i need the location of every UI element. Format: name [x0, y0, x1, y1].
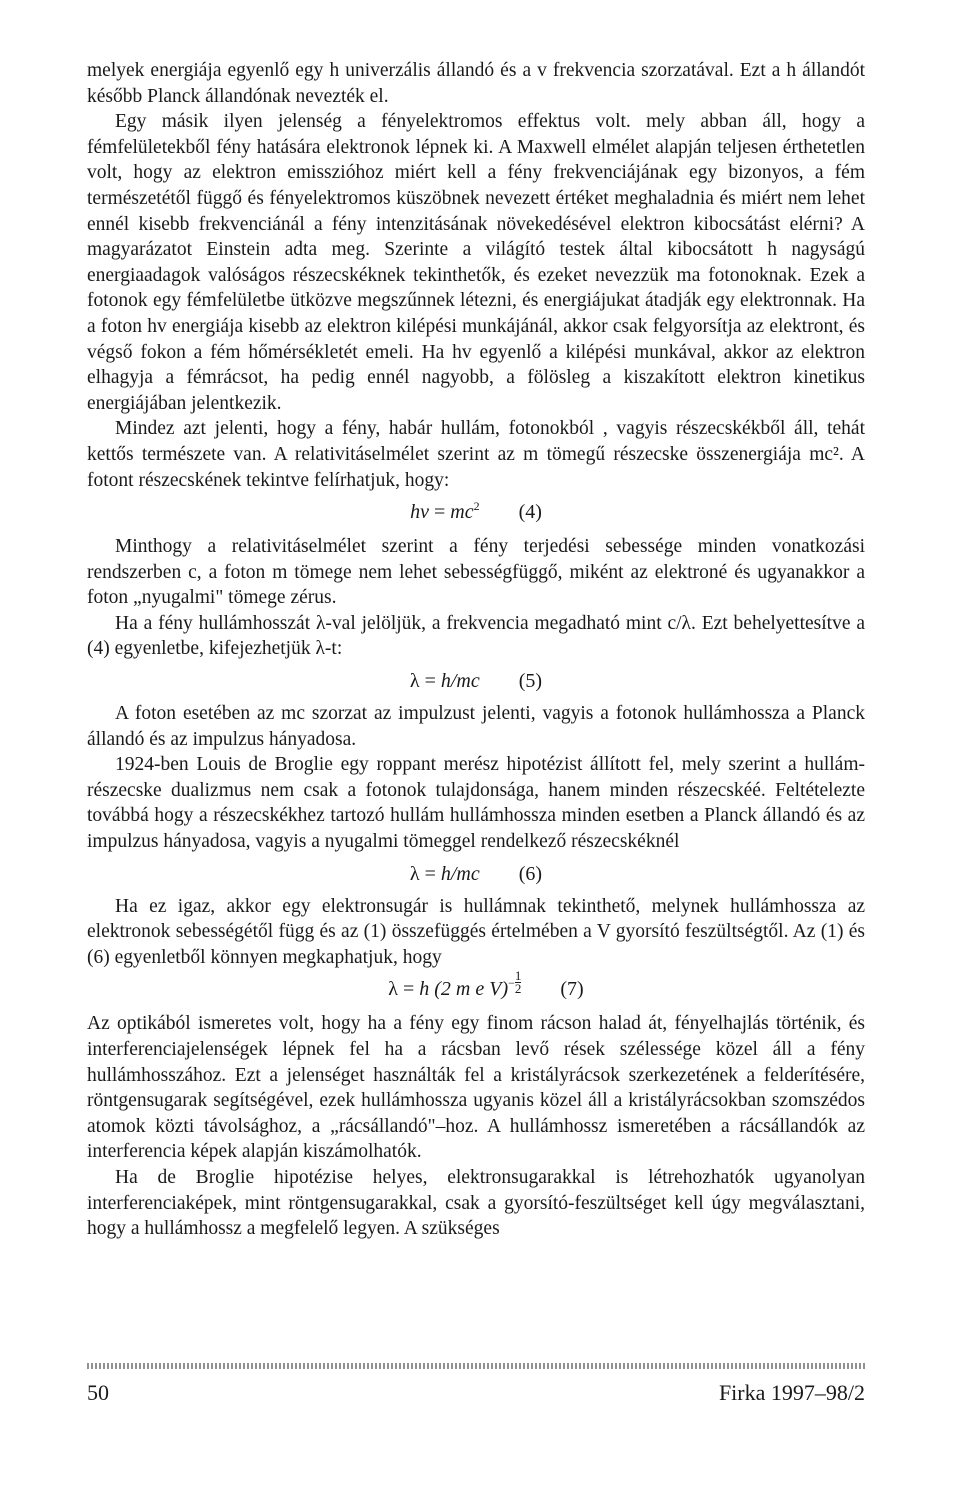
eq4-rhs-exponent: 2	[473, 499, 480, 514]
article-body	[87, 58, 865, 1242]
paragraph: melyek energiája egyenlő egy h univerzális állandó és a v frekvencia szorzatával. Ezt a h állandót később Planck állandónak nevezték el.	[87, 60, 865, 107]
paragraph: Ha ez igaz, akkor egy elektronsugár is hullámnak tekinthető, melynek hullámhossza az elektronok sebességétől függ és az (1) összefüggés értelmében a V gyorsító feszültségtől. Az (1) és (6) egyenletből könnyen megkaphatjuk, hogy	[87, 895, 865, 968]
eq7-op: =	[402, 978, 415, 1001]
equation-4	[87, 499, 865, 528]
eq6-lhs: λ	[409, 862, 420, 885]
paragraph: Ha de Broglie hipotézise helyes, elektronsugarakkal is létrehozhatók ugyanolyan interferenciaképek, mint röntgensugarakkal, csak a gyorsító-feszültséget kell úgy megválasztani, hogy a hullámhossz a megfelelő legyen. A szükséges	[87, 1166, 865, 1240]
eq5-op: =	[424, 670, 436, 693]
paragraph: Ha a fény hullámhosszát λ-val jelöljük, a frekvencia megadható mint c/λ. Ezt behelyettesítve a (4) egyenletbe, kifejezhetjük λ-t:	[87, 612, 865, 660]
equation-6	[87, 861, 865, 888]
eq7-lhs: λ	[388, 978, 398, 1001]
paragraph: A foton esetében az mc szorzat az impulzust jelenti, vagyis a fotonok hullámhossza a Planck állandó és az impulzus hányadosa.	[87, 703, 865, 750]
eq5-rhs: h/mc	[440, 670, 480, 693]
eq6-op: =	[424, 862, 436, 885]
eq7-rhs: h (2 m e V)	[419, 978, 509, 1001]
eq5-lhs: λ	[409, 670, 420, 693]
journal-issue: Firka 1997–98/2	[718, 1380, 865, 1405]
paragraph: 1924-ben Louis de Broglie egy roppant merész hipotézist állított fel, mely szerint a hullám-részecske dualizmus nem csak a fotonok tulajdonsága, hanem minden részecskéé. Feltételezte továbbá hogy a részecskékhez tartozó hullám hullámhossza minden esetben a Planck állandó és az impulzus hányadosa, vagyis a nyugalmi tömeggel rendelkező részecskéknél	[87, 754, 865, 853]
paragraph: Az optikából ismeretes volt, hogy ha a fény egy finom rácson halad át, fényelhajlás történik, és interferenciajelenségek lépnek fel ha a rácsban levő rések szélessége közel áll a fény hullámhosszához. Ezt a jelenséget használták fel a kristályrácsok szerkezetének a felderítésére, röntgensugarak segítségével, ezek hullámhossza ugyanis közel áll a kristályrácsokban szomszédos atomok közti távolsághoz, a „rácsállandó"–hoz. A hullámhossz ismeretében a rácsállandók az interferencia képek alapján kiszámolhatók.	[87, 1013, 865, 1163]
eq7-exp-sign: −	[508, 976, 515, 991]
paragraph: Mindez azt jelenti, hogy a fény, habár hullám, fotonokból , vagyis részecskékből áll, tehát kettős természete van. A relativitáselmélet szerint az m tömegű részecske összenergiája mc². A fotont részecskének tekintve felírhatjuk, hogy:	[87, 418, 865, 491]
paragraph: Egy másik ilyen jelenség a fényelektromos effektus volt. mely abban áll, hogy a fémfelületekből fény hatására elektronok lépnek ki. A Maxwell elmélet alapján teljesen érthetetlen volt, hogy az elektron emisszióhoz miért kell a fény frekvenciájának egy bizonyos, a fém természetétől függő és fényelektromos küszöbnek nevezett értéket meghaladnia és miért nem lehet ennél kisebb frekvenciánál a fény intenzitásának növekedésével elektron kibocsátást elérni? A magyarázatot Einstein adta meg. Szerinte a világító testek által kibocsátott h nagyságú energiaadagok valóságos részecskéknek tekinthetők, és ezeket nevezzük ma fotonoknak. Ezek a fotonok egy fémfelületbe ütközve megszűnnek létezni, és energiájukat átadják egy elektronnak. Ha a foton hv energiája kisebb az elektron kilépési munkájánál, akkor csak felgyorsítja az elektront, és végső fokon a fém hőmérsékletét emeli. Ha hv egyenlő a kilépési munkával, akkor az elektron elhagyja a fémrácsot, ha pedig ennél nagyobb, a fölösleg a kiszakított elektron kinetikus energiájában jelentkezik.	[87, 111, 865, 414]
eq7-exp-denominator: 2	[514, 981, 522, 997]
eq7-exponent-fraction	[515, 970, 522, 995]
eq6-rhs: h/mc	[440, 862, 480, 885]
eq4-label: (4)	[518, 501, 542, 524]
eq7-exp-numerator: 1	[514, 968, 522, 984]
eq4-lhs: hv	[410, 501, 429, 524]
eq7-label: (7)	[560, 978, 584, 1001]
eq4-op: =	[433, 501, 446, 524]
equation-5	[87, 668, 865, 695]
page-number: 50	[87, 1380, 109, 1405]
eq5-label: (5)	[518, 670, 543, 693]
footer-divider	[87, 1363, 865, 1369]
equation-7	[87, 968, 865, 1005]
eq4-rhs: mc	[450, 501, 474, 524]
paragraph: Minthogy a relativitáselmélet szerint a fény terjedési sebessége minden vonatkozási rendszerben c, a foton m tömege nem lehet sebességfüggő, miként az elektroné és ugyanakkor a foton „nyugalmi" tömege zérus.	[87, 536, 865, 609]
eq6-label: (6)	[518, 862, 543, 885]
page-footer	[87, 1380, 865, 1406]
